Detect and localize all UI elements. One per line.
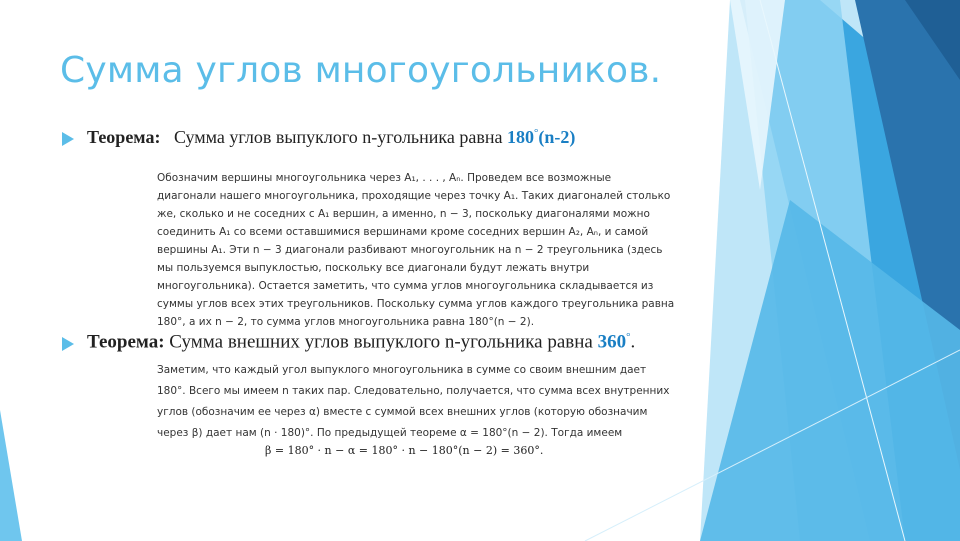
triangle-arrow-icon (62, 132, 74, 146)
theorem-2-text (87, 331, 635, 353)
proof-2-line: углов (обозначим ее через α) вместе с суммой всех внешних углов (которую обозначим (157, 406, 648, 418)
final-equation: β = 180° · n − α = 180° · n − 180°(n − 2) = 360°. (265, 444, 544, 457)
theorem-2-tail: . (630, 331, 636, 353)
theorem-1-value: 180 (506, 127, 534, 147)
theorem-1-statement: Сумма углов выпуклого n-угольника равна (173, 127, 503, 147)
proof-1-line: же, сколько и не соседних с A₁ вершин, а именно, n − 3, поскольку диагоналями можно (157, 208, 650, 220)
proof-1-line: Обозначим вершины многоугольника через A₁, . . . , Aₙ. Проведем все возможные (157, 172, 612, 184)
proof-1-line: вершины A₁. Эти n − 3 диагонали разбивают многоугольник на n − 2 треугольника (здесь (157, 244, 663, 256)
slide-title: Сумма углов многоугольников. (60, 50, 662, 91)
proof-1-line: соединить A₁ со всеми оставшимися вершинами кроме соседних вершин A₂, Aₙ, и самой (157, 226, 649, 238)
proof-2-line: 180°. Всего мы имеем n таких пар. Следовательно, получается, что сумма всех внутренних (157, 385, 670, 397)
theorem-1-label: Теорема: (87, 127, 161, 147)
theorem-1-degree: ° (533, 127, 539, 139)
proof-1-line: 180°, а их n − 2, то сумма углов многоугольника равна 180°(n − 2). (157, 316, 535, 328)
theorem-1-tail: (n-2) (538, 127, 576, 147)
proof-1-line: мы пользуемся выпуклостью, поскольку все диагонали будут лежать внутри (157, 262, 590, 274)
proof-1-line: многоугольника). Остается заметить, что сумма углов многоугольника складывается из (157, 280, 654, 292)
theorem-2-degree: ° (626, 331, 631, 343)
theorem-1-text (87, 127, 575, 148)
proof-2-line: через β) дает нам (n · 180)°. По предыдущей теореме α = 180°(n − 2). Тогда имеем (157, 427, 623, 439)
theorem-2-value: 360 (597, 331, 627, 353)
proof-1-line: диагонали нашего многоугольника, проходящие через точку A₁. Таких диагоналей столько (157, 190, 671, 202)
triangle-arrow-icon (62, 337, 74, 351)
proof-1-line: суммы углов всех этих треугольников. Поскольку сумма углов каждого треугольника равна (157, 298, 675, 310)
proof-2-line: Заметим, что каждый угол выпуклого многоугольника в сумме со своим внешним дает (157, 364, 647, 376)
theorem-2-statement: Сумма внешних углов выпуклого n-угольника равна (169, 331, 593, 353)
theorem-2-label: Теорема: (87, 331, 165, 353)
